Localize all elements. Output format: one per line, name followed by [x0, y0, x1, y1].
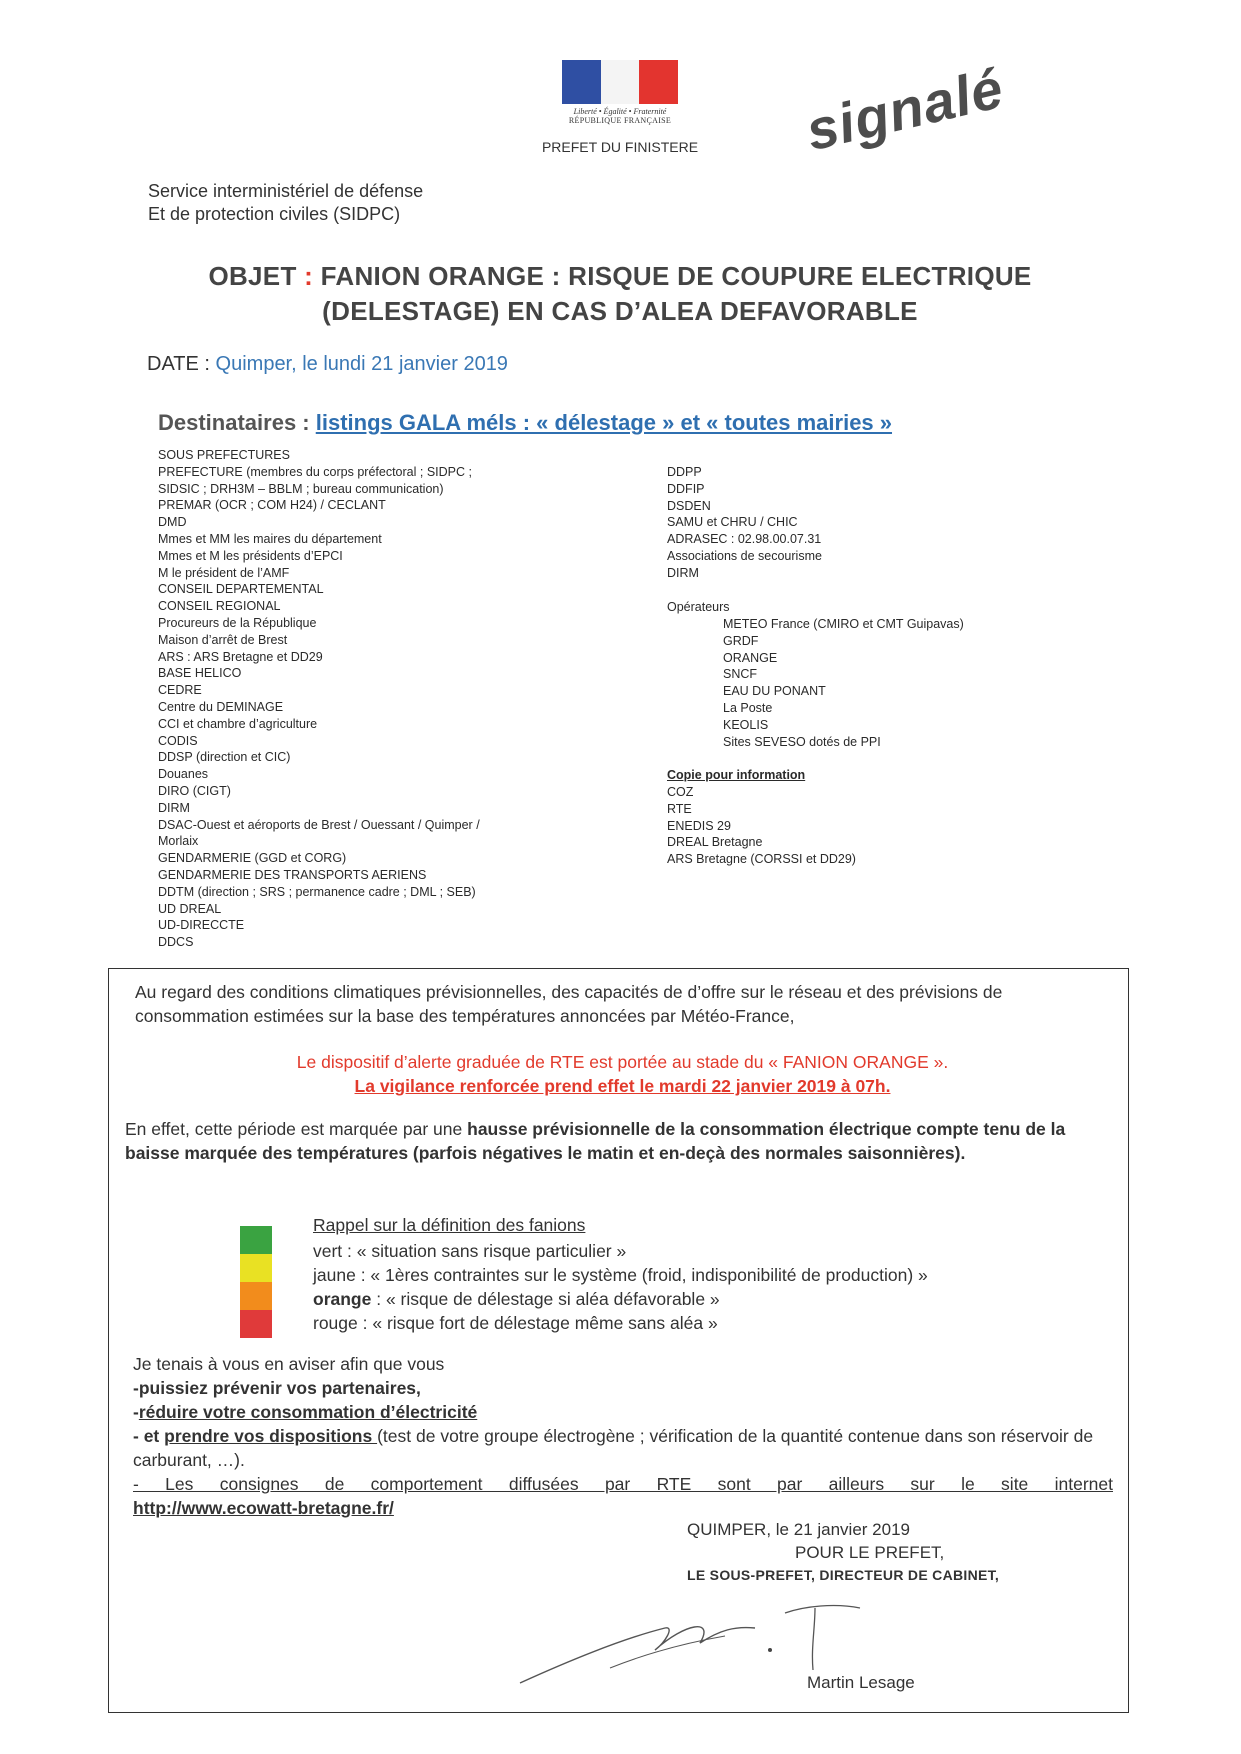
closing-intro: Je tenais à vous en aviser afin que vous: [133, 1354, 445, 1374]
flag-vert-swatch: [240, 1226, 272, 1254]
flag-name: rouge: [313, 1313, 358, 1333]
recipient-item: GENDARMERIE (GGD et CORG): [158, 851, 347, 866]
flag-white: [601, 60, 640, 104]
closing-item-2: [133, 1400, 1113, 1424]
copy-label: Copie pour information: [667, 768, 806, 782]
effect-prefix: En effet, cette période est marquée par une: [125, 1119, 468, 1139]
subject-line-1: [120, 259, 1120, 294]
flag-definition: [313, 1311, 928, 1335]
recipient-item: GENDARMERIE DES TRANSPORTS AERIENS: [158, 867, 427, 882]
subject-line-2: (DELESTAGE) EN CAS D’ALEA DEFAVORABLE: [322, 296, 918, 326]
flag-name: jaune: [313, 1265, 356, 1285]
flag-definition: [313, 1239, 928, 1263]
recipient-item: ADRASEC : 02.98.00.07.31: [667, 532, 822, 547]
recipient-item: Maison d’arrêt de Brest: [158, 632, 288, 647]
recipient-item: PREMAR (OCR ; COM H24) / CECLANT: [158, 498, 386, 513]
operator-item: SNCF: [723, 667, 758, 682]
closing-item-2-text: réduire votre consommation d’électricité: [138, 1402, 478, 1422]
closing-block: [133, 1352, 1113, 1520]
date-value: Quimper, le lundi 21 janvier 2019: [215, 353, 508, 375]
recipient-item: DSDEN: [667, 498, 711, 513]
recipient-item: Morlaix: [158, 834, 199, 849]
recipient-item: DDPP: [667, 465, 702, 479]
recipient-item: CONSEIL REGIONAL: [158, 599, 281, 614]
recipient-item: SIDSIC ; DRH3M – BBLM ; bureau communication): [158, 481, 444, 496]
flags-title: Rappel sur la définition des fanions: [313, 1215, 586, 1235]
copy-item: DREAL Bretagne: [667, 835, 763, 850]
flag-blue: [562, 60, 601, 104]
closing-item-2-dash: -: [133, 1402, 139, 1422]
flag-text: : « risque fort de délestage même sans aléa »: [357, 1313, 718, 1333]
closing-item-1: -puissiez prévenir vos partenaires,: [133, 1378, 421, 1398]
operator-item: EAU DU PONANT: [723, 684, 826, 699]
republic-motto: Liberté • Égalité • Fraternité: [573, 107, 667, 116]
recipient-item: DDFIP: [667, 481, 705, 496]
flag-name: orange: [313, 1289, 372, 1309]
recipient-item: DIRM: [667, 565, 699, 580]
recipient-item: DDSP (direction et CIC): [158, 750, 291, 765]
signale-stamp: signalé: [800, 55, 1010, 163]
flag-name: vert: [313, 1241, 343, 1261]
flag-scale-icon: [240, 1226, 272, 1338]
recipient-item: CONSEIL DEPARTEMENTAL: [158, 582, 324, 597]
operator-item: La Poste: [723, 700, 773, 715]
effect-bold: hausse prévisionnelle de la consommation électrique compte tenu de la baisse marquée des températures (parfois négatives le matin et en-deçà des normales saisonnières).: [125, 1119, 1066, 1163]
closing-item-4: - Les consignes de comportement diffusées par RTE sont par ailleurs sur le site internet: [133, 1474, 1113, 1494]
recipient-item: DDCS: [158, 935, 194, 950]
copy-item: ENEDIS 29: [667, 818, 731, 833]
flag-rouge-swatch: [240, 1310, 272, 1338]
recipient-item: CODIS: [158, 733, 198, 748]
date-line: [147, 353, 508, 376]
operator-item: METEO France (CMIRO et CMT Guipavas): [723, 617, 964, 631]
recipient-item: Associations de secourisme: [667, 548, 822, 563]
republic-logo: [560, 60, 680, 125]
recipient-item: SOUS PREFECTURES: [158, 448, 290, 462]
copy-item: ARS Bretagne (CORSSI et DD29): [667, 852, 856, 867]
operators-label: Opérateurs: [667, 600, 730, 614]
flag-text: : « risque de délestage si aléa défavorable »: [371, 1289, 720, 1309]
recipient-item: SAMU et CHRU / CHIC: [667, 515, 798, 530]
flag-definition: [313, 1263, 928, 1287]
alert-line-2: La vigilance renforcée prend effet le mardi 22 janvier 2019 à 07h.: [354, 1076, 891, 1096]
effect-paragraph: [125, 1117, 1115, 1165]
french-flag-icon: [562, 60, 678, 104]
subject-heading: [120, 259, 1120, 329]
recipient-item: UD-DIRECCTE: [158, 918, 245, 933]
copy-list: [667, 784, 856, 868]
operator-item: GRDF: [723, 633, 759, 648]
closing-item-3-prefix: - et: [133, 1426, 165, 1446]
recipient-item: Procureurs de la République: [158, 615, 317, 630]
service-block: [148, 180, 423, 226]
flag-jaune-swatch: [240, 1254, 272, 1282]
recipient-item: ARS : ARS Bretagne et DD29: [158, 649, 323, 664]
alert-line-1: Le dispositif d’alerte graduée de RTE est portée au stade du « FANION ORANGE ».: [296, 1052, 949, 1072]
signer-name: Martin Lesage: [807, 1673, 915, 1692]
recipients-label: Destinataires :: [158, 410, 316, 435]
flag-definition: [313, 1287, 928, 1311]
operator-item: Sites SEVESO dotés de PPI: [723, 734, 881, 749]
closing-item-3-underlined: prendre vos dispositions: [164, 1426, 378, 1446]
date-label: DATE :: [147, 353, 216, 375]
subject-separator: :: [296, 261, 321, 291]
flags-list: [313, 1239, 928, 1335]
copy-item: RTE: [667, 801, 692, 816]
recipient-item: UD DREAL: [158, 901, 222, 916]
closing-item-3: [133, 1424, 1113, 1472]
signature-block: [687, 1518, 999, 1587]
service-line-2: Et de protection civiles (SIDPC): [148, 204, 401, 224]
recipient-item: DIRM: [158, 800, 190, 815]
notice-intro: Au regard des conditions climatiques prévisionnelles, des capacités de d’offre sur le réseau et des prévisions de consommation estimées sur la base des températures annoncées par Météo-France,: [135, 982, 1003, 1026]
flag-red: [639, 60, 678, 104]
republic-name: RÉPUBLIQUE FRANÇAISE: [568, 116, 672, 125]
service-line-1: Service interministériel de défense: [148, 181, 424, 201]
recipient-item: M le président de l’AMF: [158, 565, 290, 580]
subject-text-1: FANION ORANGE : RISQUE DE COUPURE ELECTRIQUE: [320, 261, 1032, 291]
recipient-item: DMD: [158, 515, 187, 530]
recipient-item: DIRO (CIGT): [158, 783, 231, 798]
flag-orange-swatch: [240, 1282, 272, 1310]
operator-item: ORANGE: [723, 650, 778, 665]
recipient-item: CCI et chambre d’agriculture: [158, 716, 318, 731]
prefecture-name: PREFET DU FINISTERE: [541, 139, 699, 155]
recipient-item: CEDRE: [158, 683, 202, 698]
recipient-item: Douanes: [158, 767, 209, 782]
recipient-item: DDTM (direction ; SRS ; permanence cadre ; DML ; SEB): [158, 884, 476, 899]
recipient-item: Centre du DEMINAGE: [158, 699, 284, 714]
copy-item: COZ: [667, 785, 694, 799]
closing-item-3-rest: (test de votre groupe électrogène ; vérification de la quantité contenue dans son réservoir de carburant, …).: [133, 1426, 1094, 1470]
operator-item: KEOLIS: [723, 717, 769, 732]
recipients-heading: [158, 410, 892, 436]
recipient-item: PREFECTURE (membres du corps préfectoral ; SIDPC ;: [158, 464, 472, 479]
recipient-item: BASE HELICO: [158, 666, 242, 681]
flag-text: : « 1ères contraintes sur le système (froid, indisponibilité de production) »: [355, 1265, 928, 1285]
recipient-item: Mmes et M les présidents d’EPCI: [158, 548, 343, 563]
recipients-right-column: [667, 464, 1067, 582]
recipients-listings-link[interactable]: listings GALA méls : « délestage » et « toutes mairies »: [315, 410, 893, 435]
sign-for: POUR LE PREFET,: [795, 1543, 945, 1562]
ecowatt-link[interactable]: http://www.ecowatt-bretagne.fr/: [133, 1498, 394, 1518]
subject-label: OBJET: [208, 261, 297, 291]
flag-text: : « situation sans risque particulier »: [342, 1241, 627, 1261]
sign-title: LE SOUS-PREFET, DIRECTEUR DE CABINET,: [687, 1567, 1000, 1583]
recipient-item: Mmes et MM les maires du département: [158, 531, 382, 546]
recipient-item: DSAC-Ouest et aéroports de Brest / Ouessant / Quimper /: [158, 817, 480, 832]
recipients-left-column: [158, 447, 538, 951]
sign-place-date: QUIMPER, le 21 janvier 2019: [687, 1520, 910, 1539]
operators-list: [723, 616, 964, 750]
